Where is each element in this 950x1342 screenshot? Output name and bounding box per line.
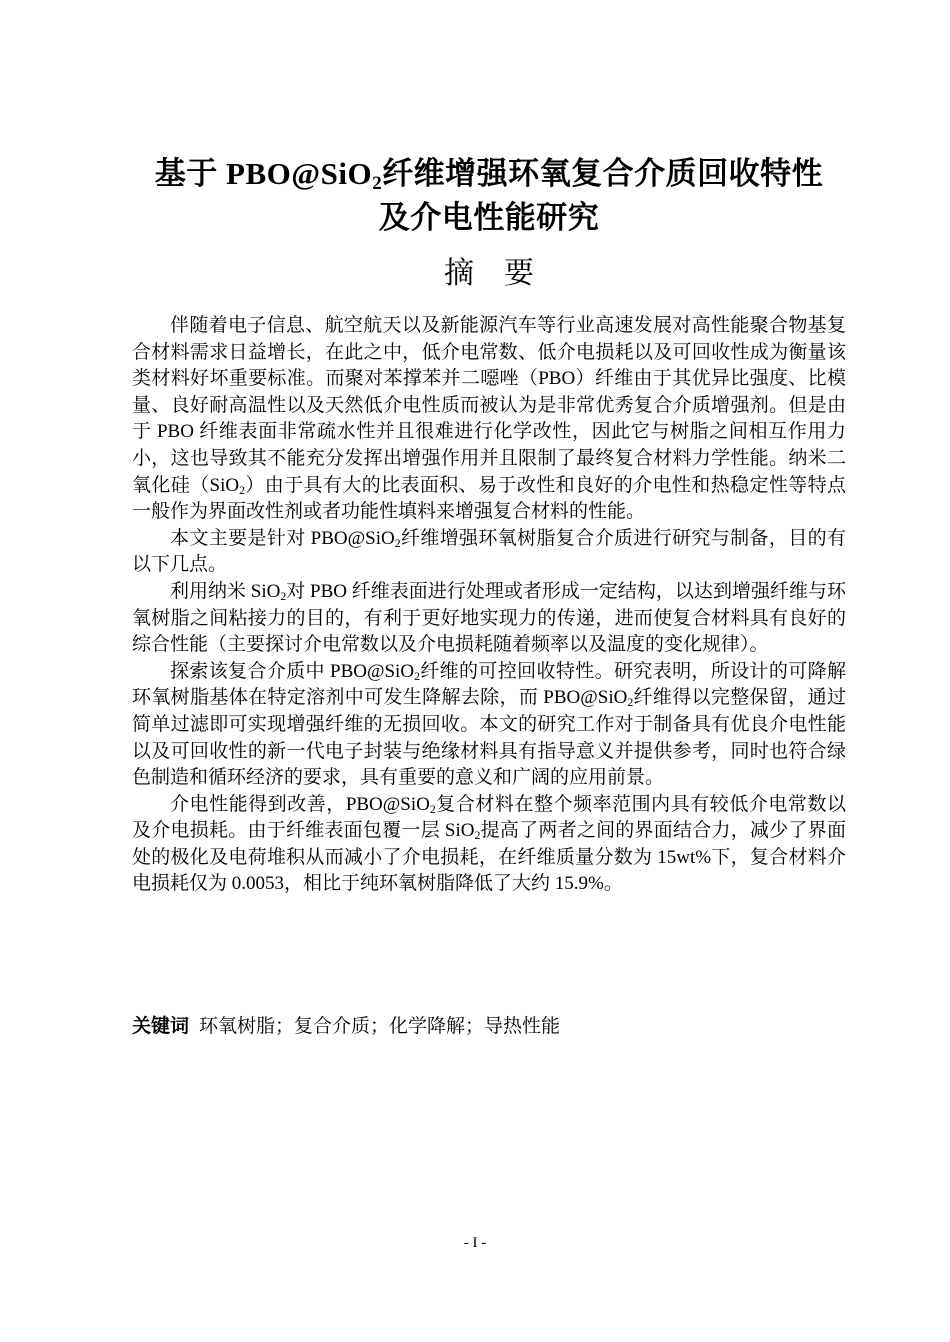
paragraph-4-text-a: 探索该复合介质中 PBO@SiO (170, 660, 415, 682)
keywords-text: 环氧树脂；复合介质；化学降解；导热性能 (199, 1016, 561, 1037)
title-line-1 (130, 152, 848, 196)
paragraph-2-subscript: 2 (394, 536, 401, 550)
paragraph-1-text-b: ）由于具有大的比表面积、易于改性和良好的介电性和热稳定性等特点一般作为界面改性剂或者功能性填料来增强复合材料的性能。 (132, 474, 846, 523)
paragraph-3-subscript: 2 (280, 589, 287, 603)
paragraph-5-text-b: 复合材料在整个频率范围内具有较低介电常数以及介电损耗。由于纤维表面包覆一层 SiO (132, 793, 846, 842)
abstract-paragraph-4 (132, 659, 846, 792)
title-subscript: 2 (372, 172, 383, 194)
abstract-paragraph-1 (132, 313, 846, 526)
title-line-1-prefix: 基于 PBO@SiO (154, 156, 373, 191)
title-line-2: 及介电性能研究 (378, 200, 600, 235)
page-number: - I - (463, 1235, 487, 1251)
keywords-line (132, 1014, 846, 1040)
abstract-body (132, 313, 846, 898)
paragraph-5-text-c: 提高了两者之间的界面结合力，减少了界面处的极化及电荷堆积从而减小了介电损耗，在纤维质量分数为 15wt%下，复合材料介电损耗仅为 0.0053，相比于纯环氧树脂降低了大约 15.9%。 (132, 820, 846, 895)
paragraph-2-text-a: 本文主要是针对 PBO@SiO (170, 527, 395, 549)
paragraph-3-text-b: 对 PBO 纤维表面进行处理或者形成一定结构，以达到增强纤维与环氧树脂之间粘接力的目的，有利于更好地实现力的传递，进而使复合材料具有良好的综合性能（主要探讨介电常数以及介电损耗随着频率以及温度的变化规律）。 (132, 580, 846, 656)
paragraph-5-text-a: 介电性能得到改善，PBO@SiO (170, 793, 430, 815)
paragraph-4-subscript-2: 2 (627, 696, 634, 710)
paragraph-3-text-a: 利用纳米 SiO (170, 580, 281, 602)
paragraph-1-subscript: 2 (239, 483, 246, 497)
paragraph-2-text-b: 纤维增强环氧树脂复合介质进行研究与制备，目的有以下几点。 (132, 527, 846, 576)
thesis-title (130, 152, 848, 240)
paragraph-4-subscript-1: 2 (414, 669, 420, 683)
keywords-label: 关键词 (132, 1016, 190, 1037)
title-line-1-suffix: 纤维增强环氧复合介质回收特性 (382, 156, 824, 191)
abstract-paragraph-2 (132, 526, 846, 579)
paragraph-4-text-c: 纤维得以完整保留，通过简单过滤即可实现增强纤维的无损回收。本文的研究工作对于制备具有优良介电性能以及可回收性的新一代电子封装与绝缘材料具有指导意义并提供参考，同时也符合绿色制造和循环经济的要求，具有重要的意义和广阔的应用前景。 (132, 687, 846, 789)
paragraph-4-text-b: 纤维的可控回收特性。研究表明，所设计的可降解环氧树脂基体在特定溶剂中可发生降解去除，而 PBO@SiO (132, 660, 846, 709)
paragraph-5-subscript-2: 2 (474, 829, 481, 843)
abstract-heading: 摘要 (444, 257, 564, 290)
paragraph-5-subscript-1: 2 (429, 802, 436, 816)
abstract-paragraph-5 (132, 792, 846, 898)
abstract-paragraph-3 (132, 579, 846, 659)
paragraph-1-text-a: 伴随着电子信息、航空航天以及新能源汽车等行业高速发展对高性能聚合物基复合材料需求日益增长，在此之中，低介电常数、低介电损耗以及可回收性成为衡量该类材料好坏重要标准。而聚对苯撑苯并二噁唑（PBO）纤维由于其优异比强度、比模量、良好耐高温性以及天然低介电性质而被认为是非常优秀复合介质增强剂。但是由于 PBO 纤维表面非常疏水性并且很难进行化学改性，因此它与树脂之间相互作用力小，这也导致其不能充分发挥出增强作用并且限制了最终复合材料力学性能。纳米二氧化硅（SiO (132, 315, 846, 496)
